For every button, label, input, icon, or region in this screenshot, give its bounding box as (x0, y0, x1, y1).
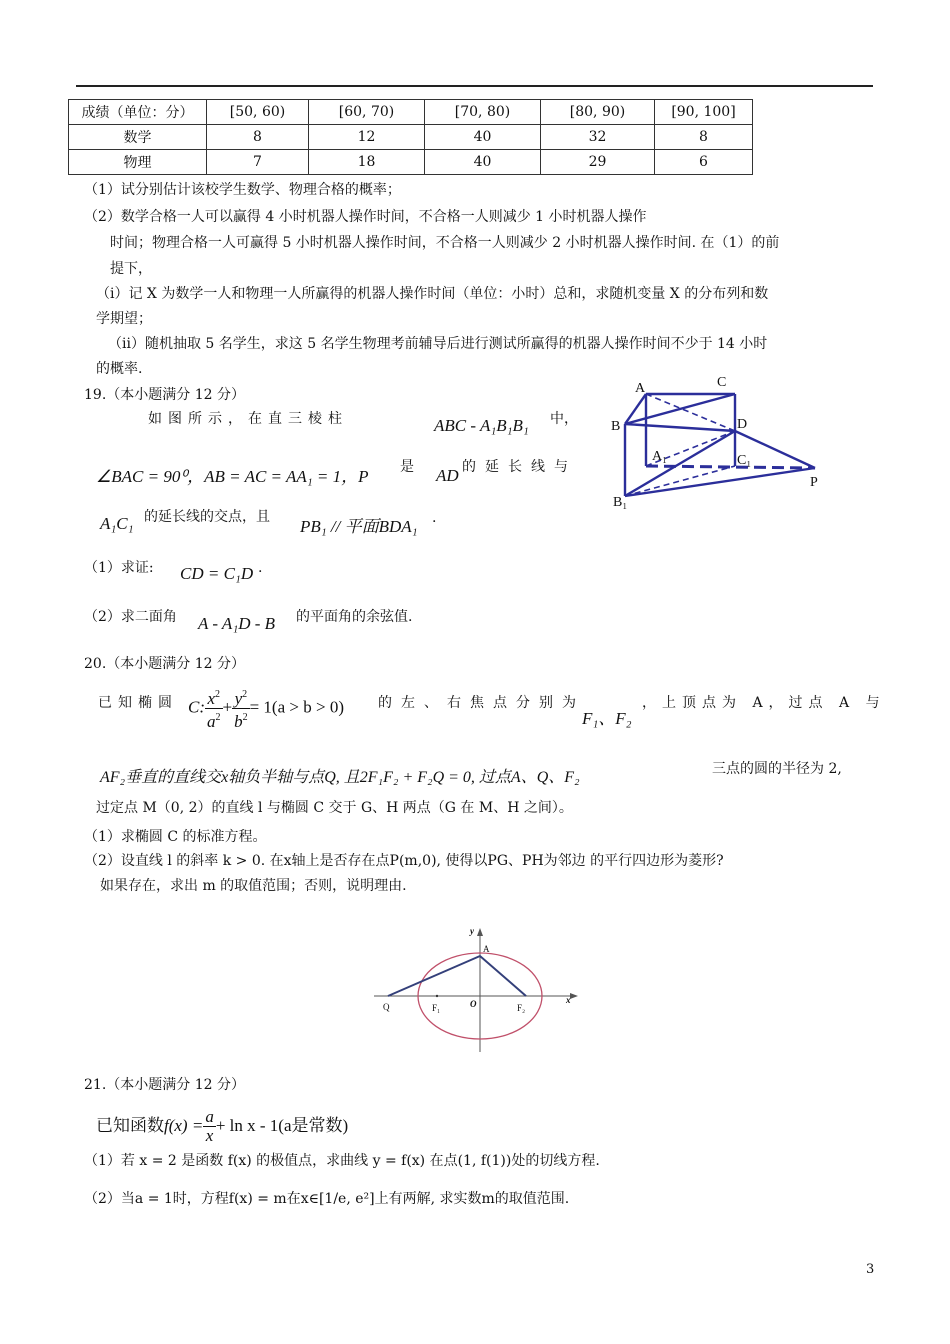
q21-line1-math2: + ln x - 1(a是常数) (215, 1116, 349, 1135)
table-header-cell: [50, 60) (207, 100, 309, 125)
q20-line2-text: 三点的圆的半径为 2, (712, 761, 842, 777)
q19-part1-text: （1）求证: (84, 560, 154, 576)
prism-label-c: C (717, 375, 727, 390)
q20-line1-text: 已知椭圆 (98, 695, 178, 711)
prism-figure (605, 372, 835, 512)
prism-label-d: D (737, 417, 748, 432)
q19-line1-end: 中， (550, 411, 578, 427)
ellipse-label-f1: F₁ (432, 1003, 441, 1013)
prism-label-b: B (611, 419, 621, 434)
table-row (69, 150, 753, 175)
q20-header: 20.（本小题满分 12 分） (84, 656, 245, 672)
q20-part2-line2: 如果存在，求出 m 的取值范围；否则，说明理由. (100, 878, 407, 894)
q20-line1-math2: F₁、F₂ (582, 709, 632, 728)
table-cell: 7 (207, 150, 309, 175)
table-header-cell: [60, 70) (309, 100, 425, 125)
q18-part2ii-line1: （ii）随机抽取 5 名学生，求这 5 名学生物理考前辅导后进行测试所赢得的机器人操作时间不少于 14 小时 (108, 336, 768, 352)
q18-part2-line2: 时间；物理合格一人可赢得 5 小时机器人操作时间，不合格一人则减少 2 小时机器人操作时间. 在（1）的前 (110, 235, 780, 251)
q21-line1 (96, 1108, 348, 1145)
table-row (69, 125, 753, 150)
q18-part2i-line2: 学期望； (96, 311, 152, 327)
q18-part2-line1: （2）数学合格一人可以赢得 4 小时机器人操作时间，不合格一人则减少 1 小时机器人操作 (84, 209, 647, 225)
ellipse-label-a: A (483, 944, 490, 954)
table-cell: 8 (207, 125, 309, 150)
q20-line1-text3: ，上顶点为 A，过点 A 与 (642, 695, 886, 711)
q19-line3-end: . (432, 510, 437, 526)
q20-line3: 过定点 M（0, 2）的直线 l 与椭圆 C 交于 G、H 两点（G 在 M、H 之间）。 (96, 800, 573, 816)
table-header-cell: [80, 90) (541, 100, 655, 125)
table-cell: 40 (425, 150, 541, 175)
q19-line3-text: 的延长线的交点，且 (144, 509, 270, 525)
ellipse-label-q: Q (383, 1002, 390, 1012)
ellipse-label-f2: F₂ (517, 1003, 526, 1013)
q18-part2-line3: 提下， (110, 261, 152, 277)
q19-header: 19.（本小题满分 12 分） (84, 387, 245, 403)
q19-part2-math: A - A₁D - B (198, 614, 276, 633)
q20-ellipse-condition: = 1(a > b > 0) (249, 697, 344, 717)
q20-ellipse-c: C: (188, 697, 205, 717)
q20-part2-line1: （2）设直线 l 的斜率 k > 0. 在x轴上是否存在点P(m,0), 使得以PG、PH为邻边 的平行四边形为菱形? (84, 853, 724, 869)
ellipse-label-y: y (470, 926, 474, 936)
table-cell: 29 (541, 150, 655, 175)
q21-part2: （2）当a = 1时，方程f(x) = m在x∈[1/e, e²]上有两解, 求实数m的取值范围. (84, 1191, 570, 1207)
q19-part1-end: . (258, 560, 263, 576)
q18-part2ii-line2: 的概率. (96, 361, 143, 377)
table-header-cell: 成绩（单位：分） (69, 100, 207, 125)
q20-part1: （1）求椭圆 C 的标准方程。 (84, 829, 267, 845)
q19-line2-math2: AD (436, 466, 459, 485)
ellipse-label-x: x (566, 995, 571, 1005)
table-cell: 6 (655, 150, 753, 175)
q21-header: 21.（本小题满分 12 分） (84, 1077, 245, 1093)
x-frac: $\frac{x^2}{a^2}$ (205, 686, 223, 731)
q19-line2-math: ∠BAC = 90⁰，AB = AC = AA₁ = 1，P (96, 467, 369, 486)
prism-label-a: A (635, 381, 646, 396)
q21-part1: （1）若 x = 2 是函数 f(x) 的极值点，求曲线 y = f(x) 在点(1, f(1))处的切线方程. (84, 1153, 600, 1169)
table-cell: 物理 (69, 150, 207, 175)
q19-line2-end: 的延长线与 (462, 459, 577, 475)
prism-label-c1: C₁ (737, 453, 752, 468)
prism-label-p: P (810, 475, 818, 490)
page-number: 3 (866, 1262, 875, 1277)
table-header-cell: [70, 80) (425, 100, 541, 125)
table-cell: 18 (309, 150, 425, 175)
q21-line1-text: 已知函数 (96, 1116, 164, 1136)
ellipse-figure (372, 922, 584, 1054)
prism-label-b1: B₁ (613, 495, 628, 510)
score-table (68, 99, 753, 175)
table-cell: 数学 (69, 125, 207, 150)
q19-part1-math: CD = C₁D (180, 564, 254, 583)
q18-part2i-line1: （i）记 X 为数学一人和物理一人所赢得的机器人操作时间（单位：小时）总和，求随机变量 X 的分布列和数 (96, 286, 769, 302)
header-rule (76, 85, 873, 87)
table-cell: 32 (541, 125, 655, 150)
q21-line1-math: f(x) = (164, 1116, 204, 1135)
q20-line1-math: C: $\frac{x^2}{a^2}$ + $\frac{y^2}{b^2}$ = 1(a > b > 0) (188, 686, 344, 731)
y-frac: $\frac{y^2}{b^2}$ (232, 686, 250, 731)
q20-line2-math: AF₂垂直的直线交x轴负半轴与点Q, 且2F₁F₂ + F₂Q = 0, 过点A、Q、F₂ (100, 769, 580, 786)
q19-part2-end: 的平面角的余弦值. (296, 609, 413, 625)
q19-part2-text: （2）求二面角 (84, 609, 177, 625)
q18-part1: （1）试分别估计该校学生数学、物理合格的概率； (84, 182, 401, 198)
ellipse-label-o: O (470, 999, 477, 1009)
q19-line3-math: A₁C₁ (100, 514, 134, 533)
prism-label-a1: A₁ (652, 449, 667, 464)
table-cell: 12 (309, 125, 425, 150)
table-cell: 40 (425, 125, 541, 150)
q19-line2-text: 是 (400, 459, 414, 475)
q19-line1-text: 如图所示，在直三棱柱 (148, 411, 348, 427)
q19-line3-math2: PB₁ // 平面BDA₁ (300, 517, 418, 536)
table-header-cell: [90, 100] (655, 100, 753, 125)
a-over-x-frac: $\frac{a}{x}$ (205, 1107, 214, 1145)
table-cell: 8 (655, 125, 753, 150)
q20-line1-text2: 的左、右焦点分别为 (378, 695, 585, 711)
q19-line1-math: ABC - A₁B₁B₁ (434, 416, 529, 435)
table-header-row (69, 100, 753, 125)
